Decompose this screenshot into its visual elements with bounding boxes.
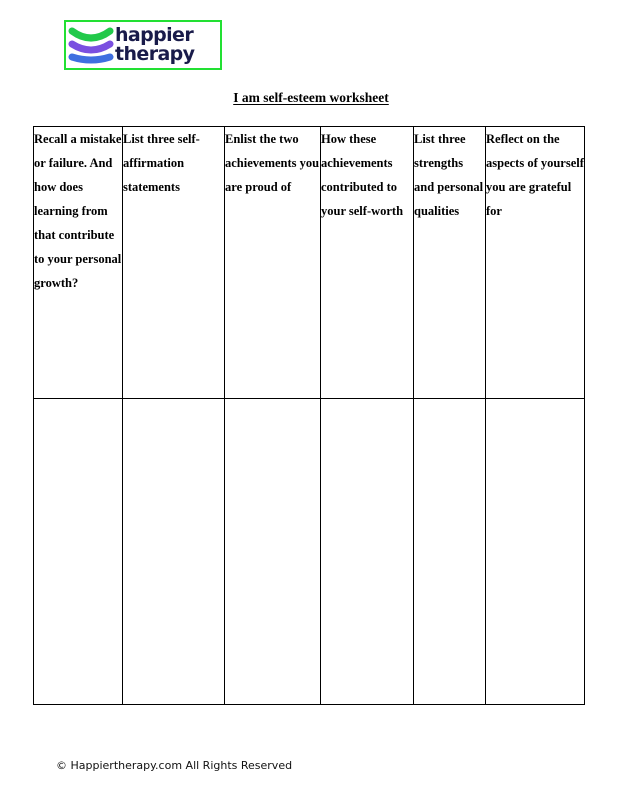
brand-wordmark-line2: therapy [115, 43, 195, 65]
column-header-strengths: List three strengths and personal qualities [414, 127, 486, 399]
column-header-grateful: Reflect on the aspects of yourself you are grateful for [486, 127, 585, 399]
answer-cell-grateful[interactable] [486, 399, 585, 705]
brand-logo [64, 20, 222, 70]
worksheet-table [33, 126, 585, 705]
brand-wordmark [115, 26, 194, 64]
answer-cell-strengths[interactable] [414, 399, 486, 705]
answer-cell-self-worth[interactable] [321, 399, 414, 705]
page-title: I am self-esteem worksheet [233, 90, 389, 105]
answer-cell-achievements[interactable] [225, 399, 321, 705]
brand-wordmark-line1: happier [115, 24, 194, 46]
copyright-footer: © Happiertherapy.com All Rights Reserved [56, 759, 293, 772]
column-header-self-worth: How these achievements contributed to your self-worth [321, 127, 414, 399]
three-arcs-mark [68, 23, 114, 67]
answer-cell-recall-mistake[interactable] [34, 399, 123, 705]
column-header-recall-mistake: Recall a mistake or failure. And how does learning from that contribute to your personal growth? [34, 127, 123, 399]
column-header-achievements: Enlist the two achievements you are proud of [225, 127, 321, 399]
column-header-self-affirmations: List three self-affirmation statements [123, 127, 225, 399]
table-answer-row [34, 399, 585, 705]
table-header-row [34, 127, 585, 399]
answer-cell-self-affirmations[interactable] [123, 399, 225, 705]
